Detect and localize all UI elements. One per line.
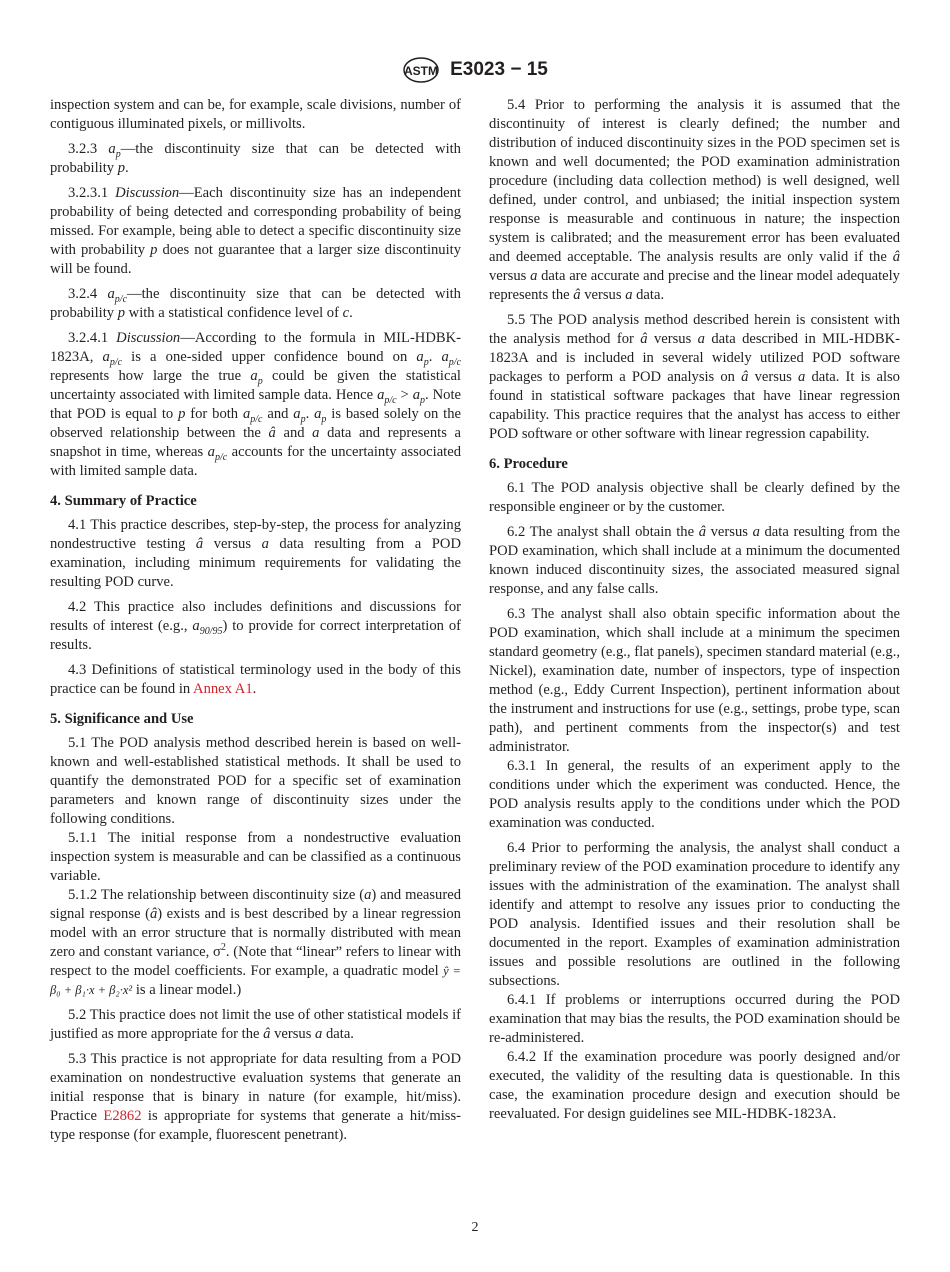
text: data described in MIL-HDBK-1823A and is included in several widely utilized POD software packages to perform a POD analysis on (489, 331, 900, 385)
text: ) to provide for correct interpretation of results. (50, 618, 461, 653)
text: 5.1 The POD analysis method described herein is based on well-known and well-established statistical methods. It shall be used to quantify the demonstrated POD for a specific set of examination parameters and known range of discontinuity sizes under the following conditions. (50, 735, 461, 827)
text: . (428, 349, 442, 365)
italic-text: a (625, 287, 633, 303)
text: . (252, 681, 257, 697)
page-header (0, 56, 950, 84)
superscript: 2 (220, 942, 226, 954)
paragraph (489, 757, 900, 833)
text: 5.2 This practice does not limit the use of other statistical models if justified as more appropriate for the (50, 1007, 461, 1042)
text: —the discontinuity size that can be detected with probability (50, 141, 461, 176)
subscript: 90/95 (199, 625, 223, 637)
text: for both (185, 406, 243, 422)
italic-text: Discussion (116, 330, 181, 346)
subscript: p (423, 356, 429, 368)
text: 4.1 This practice describes, step-by-step, the process for analyzing nondestructive testing (50, 517, 461, 552)
italic-text: a (798, 369, 806, 385)
subscript: p/c (384, 394, 397, 406)
text: versus (580, 287, 626, 303)
text: data. It is also found in statistical software packages that have linear regression capability. This practice requires that the analyst has access to either POD software or other software with linear regression capability. (489, 369, 900, 442)
paragraph (489, 605, 900, 757)
text: —the discontinuity size that can be detected with probability (50, 286, 461, 321)
text: . Note that POD is equal to (50, 387, 461, 422)
text: 4.2 This practice also includes definitions and discussions for results of interest (e.g., (50, 599, 461, 634)
text: with a statistical confidence level of (125, 305, 343, 321)
text: —Each discontinuity size has an independent probability of being detected and corresponding probability of being missed. For example, being able to detect a specific discontinuity size with probability (50, 185, 462, 258)
italic-text: â (892, 249, 900, 265)
italic-text: a (102, 349, 110, 365)
text: > (396, 387, 413, 403)
italic-text: â (149, 906, 158, 922)
text: 3.2.3.1 (68, 185, 116, 201)
text: could be given the statistical uncertainty associated with limited sample data. Hence (50, 368, 461, 403)
italic-text: â (573, 287, 581, 303)
text: versus (270, 1026, 316, 1042)
text: 6.1 The POD analysis objective shall be clearly defined by the responsible engineer or by the customer. (489, 480, 900, 515)
italic-text: a (293, 406, 301, 422)
text: . (305, 406, 315, 422)
text: does not guarantee that a larger size discontinuity will be found. (50, 242, 461, 277)
text: data. (322, 1026, 354, 1042)
text: data resulting from a POD examination, including minimum requirements for validating the resulting POD curve. (50, 536, 461, 590)
paragraph (489, 479, 900, 517)
italic-text: â (268, 425, 276, 441)
paragraph (50, 184, 461, 279)
page-number: 2 (471, 1220, 479, 1235)
text: 6.4.1 If problems or interruptions occurred during the POD examination that may bias the results, the POD examination should be re-administered. (489, 992, 900, 1046)
italic-text: a (377, 387, 385, 403)
astm-logo-icon (402, 56, 440, 84)
italic-text: a (412, 387, 421, 403)
paragraph (50, 829, 461, 886)
subscript: p/c (214, 451, 228, 463)
italic-text: c (342, 305, 350, 321)
subscript: p/c (114, 293, 128, 305)
text: 3.2.4.1 (68, 330, 117, 346)
text: data and represents a snapshot in time, whereas (50, 425, 461, 460)
paragraph (50, 285, 461, 323)
text: 5.5 The POD analysis method described herein is consistent with the analysis method for (489, 312, 900, 347)
subscript: p (321, 413, 327, 425)
italic-text: p (117, 160, 125, 176)
text: data. (632, 287, 665, 303)
italic-text: â (698, 524, 706, 540)
subscript: p/c (448, 356, 462, 368)
section-heading: 5. Significance and Use (50, 711, 194, 727)
paragraph (489, 839, 900, 991)
italic-text: p (150, 242, 158, 258)
paragraph (50, 140, 461, 178)
italic-text: a (314, 406, 322, 422)
italic-text: a (261, 536, 269, 552)
right-column (489, 96, 900, 1124)
italic-text: a (107, 286, 115, 302)
subscript: p (300, 413, 306, 425)
paragraph (489, 991, 900, 1048)
text: —According to the formula in MIL-HDBK-1823A, (50, 330, 462, 365)
italic-text: a (108, 141, 116, 157)
italic-text: â (263, 1026, 271, 1042)
text: 6.4 Prior to performing the analysis, the analyst shall conduct a preliminary review of the POD examination procedure to identify any issues with the administration of the examination. The analyst shall identify and attempt to resolve any issues prior to conducting the POD analysis. Identified issues and their resolution shall be documented in the report. Examples of examination administration issues and possible resolutions are outlined in the following subsections. (489, 840, 900, 989)
left-column (50, 96, 461, 1145)
cross-reference-link[interactable]: E2862 (103, 1108, 142, 1124)
paragraph (489, 96, 900, 305)
subscript: p (115, 148, 121, 160)
paragraph (50, 886, 461, 1000)
italic-text: a (312, 425, 320, 441)
subscript: p/c (250, 413, 263, 425)
paragraph (50, 1006, 461, 1044)
paragraph (489, 523, 900, 599)
text: 6.3.1 In general, the results of an experiment apply to the conditions under which the experiment was conducted. Hence, the POD analysis results apply to the conditions under which the POD examination was conducted. (489, 758, 900, 831)
text: . (125, 160, 129, 176)
italic-text: p (178, 406, 186, 422)
text: versus (706, 524, 753, 540)
paragraph (489, 311, 900, 444)
formula: ŷ = β₀ + β₁·x + β₂·x² (50, 964, 461, 997)
subscript: p (420, 394, 426, 406)
cross-reference-link[interactable]: Annex A1 (193, 681, 253, 697)
text: 3.2.3 (68, 141, 109, 157)
italic-text: a (416, 349, 424, 365)
italic-text: â (195, 536, 204, 552)
text: versus (489, 268, 531, 284)
paragraph (50, 598, 461, 655)
text: 5.4 Prior to performing the analysis it is assumed that the discontinuity of interest is clearly defined; the number and distribution of induced discontinuity sizes in the POD specimen set is known and well documented; the POD examination administration procedure (including data collection method) is well designed, well defined, under control, and unbiased; the initial inspection system response is measurable and continuous in nature; the inspection system is calibrated; and the measurement error has been evaluated and deemed acceptable. The analysis results are only valid if the (489, 97, 900, 265)
italic-text: a (192, 618, 200, 634)
italic-text: a (364, 887, 372, 903)
paragraph (50, 1050, 461, 1145)
text: and (275, 425, 313, 441)
text: versus (203, 536, 262, 552)
italic-text: â (640, 331, 648, 347)
paragraph (50, 734, 461, 829)
italic-text: a (530, 268, 538, 284)
text: data resulting from the POD examination, which shall include at a minimum the documented known induced discontinuity sizes, the associated measured signal response, and any false calls. (489, 524, 901, 597)
text: versus (748, 369, 798, 385)
text: ) exists and is best described by a linear regression model with an error structure that is normally distributed with mean zero and constant variance, σ (50, 906, 461, 960)
paragraph (50, 329, 461, 481)
subscript: p (257, 375, 263, 387)
italic-text: a (315, 1026, 323, 1042)
text: represents how large the true (50, 368, 251, 384)
svg-text:ASTM: ASTM (404, 64, 439, 78)
text: 6.3 The analyst shall also obtain specific information about the POD examination, which shall include at a minimum the specimen standard geometry (e.g., flat panels), specimen standard material (e.g., Nickel), examination date, number of inspectors, type of inspection method (e.g., Eddy Current Inspection), pertinent information about the instrument and instructions for use (e.g., settings, probe type, scan path), and pertinent comments from the inspector(s) and test administrator. (489, 606, 900, 755)
italic-text: a (697, 331, 705, 347)
italic-text: p (117, 305, 125, 321)
text: 3.2.4 (68, 286, 108, 302)
text: . (349, 305, 353, 321)
text: 5.1.1 The initial response from a nondestructive evaluation inspection system is measurable and can be classified as a continuous variable. (50, 830, 461, 884)
paragraph (489, 1048, 900, 1124)
text: and (262, 406, 294, 422)
section-heading: 4. Summary of Practice (50, 493, 197, 509)
text: ) and measured signal response ( (50, 887, 461, 922)
italic-text: Discussion (115, 185, 180, 201)
text: is a one-sided upper confidence bound on (122, 349, 417, 365)
text: inspection system and can be, for example, scale divisions, number of contiguous illuminated pixels, or millivolts. (50, 97, 461, 132)
section-heading: 6. Procedure (489, 456, 568, 472)
paragraph (50, 661, 461, 699)
text: 6.2 The analyst shall obtain the (507, 524, 699, 540)
text: 5.3 This practice is not appropriate for data resulting from a POD examination on nondestructive evaluation systems that generate an initial response that is binary in nature (for example, hit/miss). Practice (50, 1051, 461, 1124)
text: . (Note that “linear” refers to linear with respect to the model coefficients. For example, a quadratic model (50, 944, 461, 979)
italic-text: a (207, 444, 215, 460)
subscript: p/c (109, 356, 123, 368)
italic-text: a (242, 406, 251, 422)
italic-text: â (741, 369, 749, 385)
text: data are accurate and precise and the linear model adequately represents the (489, 268, 900, 303)
paragraph (50, 516, 461, 592)
text: 5.1.2 The relationship between discontinuity size ( (68, 887, 365, 903)
paragraph (50, 96, 461, 134)
document-designation: E3023 − 15 (450, 59, 548, 80)
text: is appropriate for systems that generate a hit/miss-type response (for example, fluorescent penetrant). (50, 1108, 461, 1143)
text: 4.3 Definitions of statistical terminology used in the body of this practice can be found in (50, 662, 461, 697)
text: versus (647, 331, 698, 347)
text: is based solely on the observed relationship between the (50, 406, 461, 441)
text: is a linear model.) (132, 982, 242, 998)
italic-text: a (250, 368, 258, 384)
text: accounts for the uncertainty associated with limited sample data. (50, 444, 462, 479)
italic-text: a (752, 524, 760, 540)
text: 6.4.2 If the examination procedure was poorly designed and/or executed, the validity of the resulting data is questionable. In this case, the examination procedure design and execution should be reevaluated. For design guidelines see MIL-HDBK-1823A. (489, 1049, 900, 1122)
italic-text: a (441, 349, 449, 365)
